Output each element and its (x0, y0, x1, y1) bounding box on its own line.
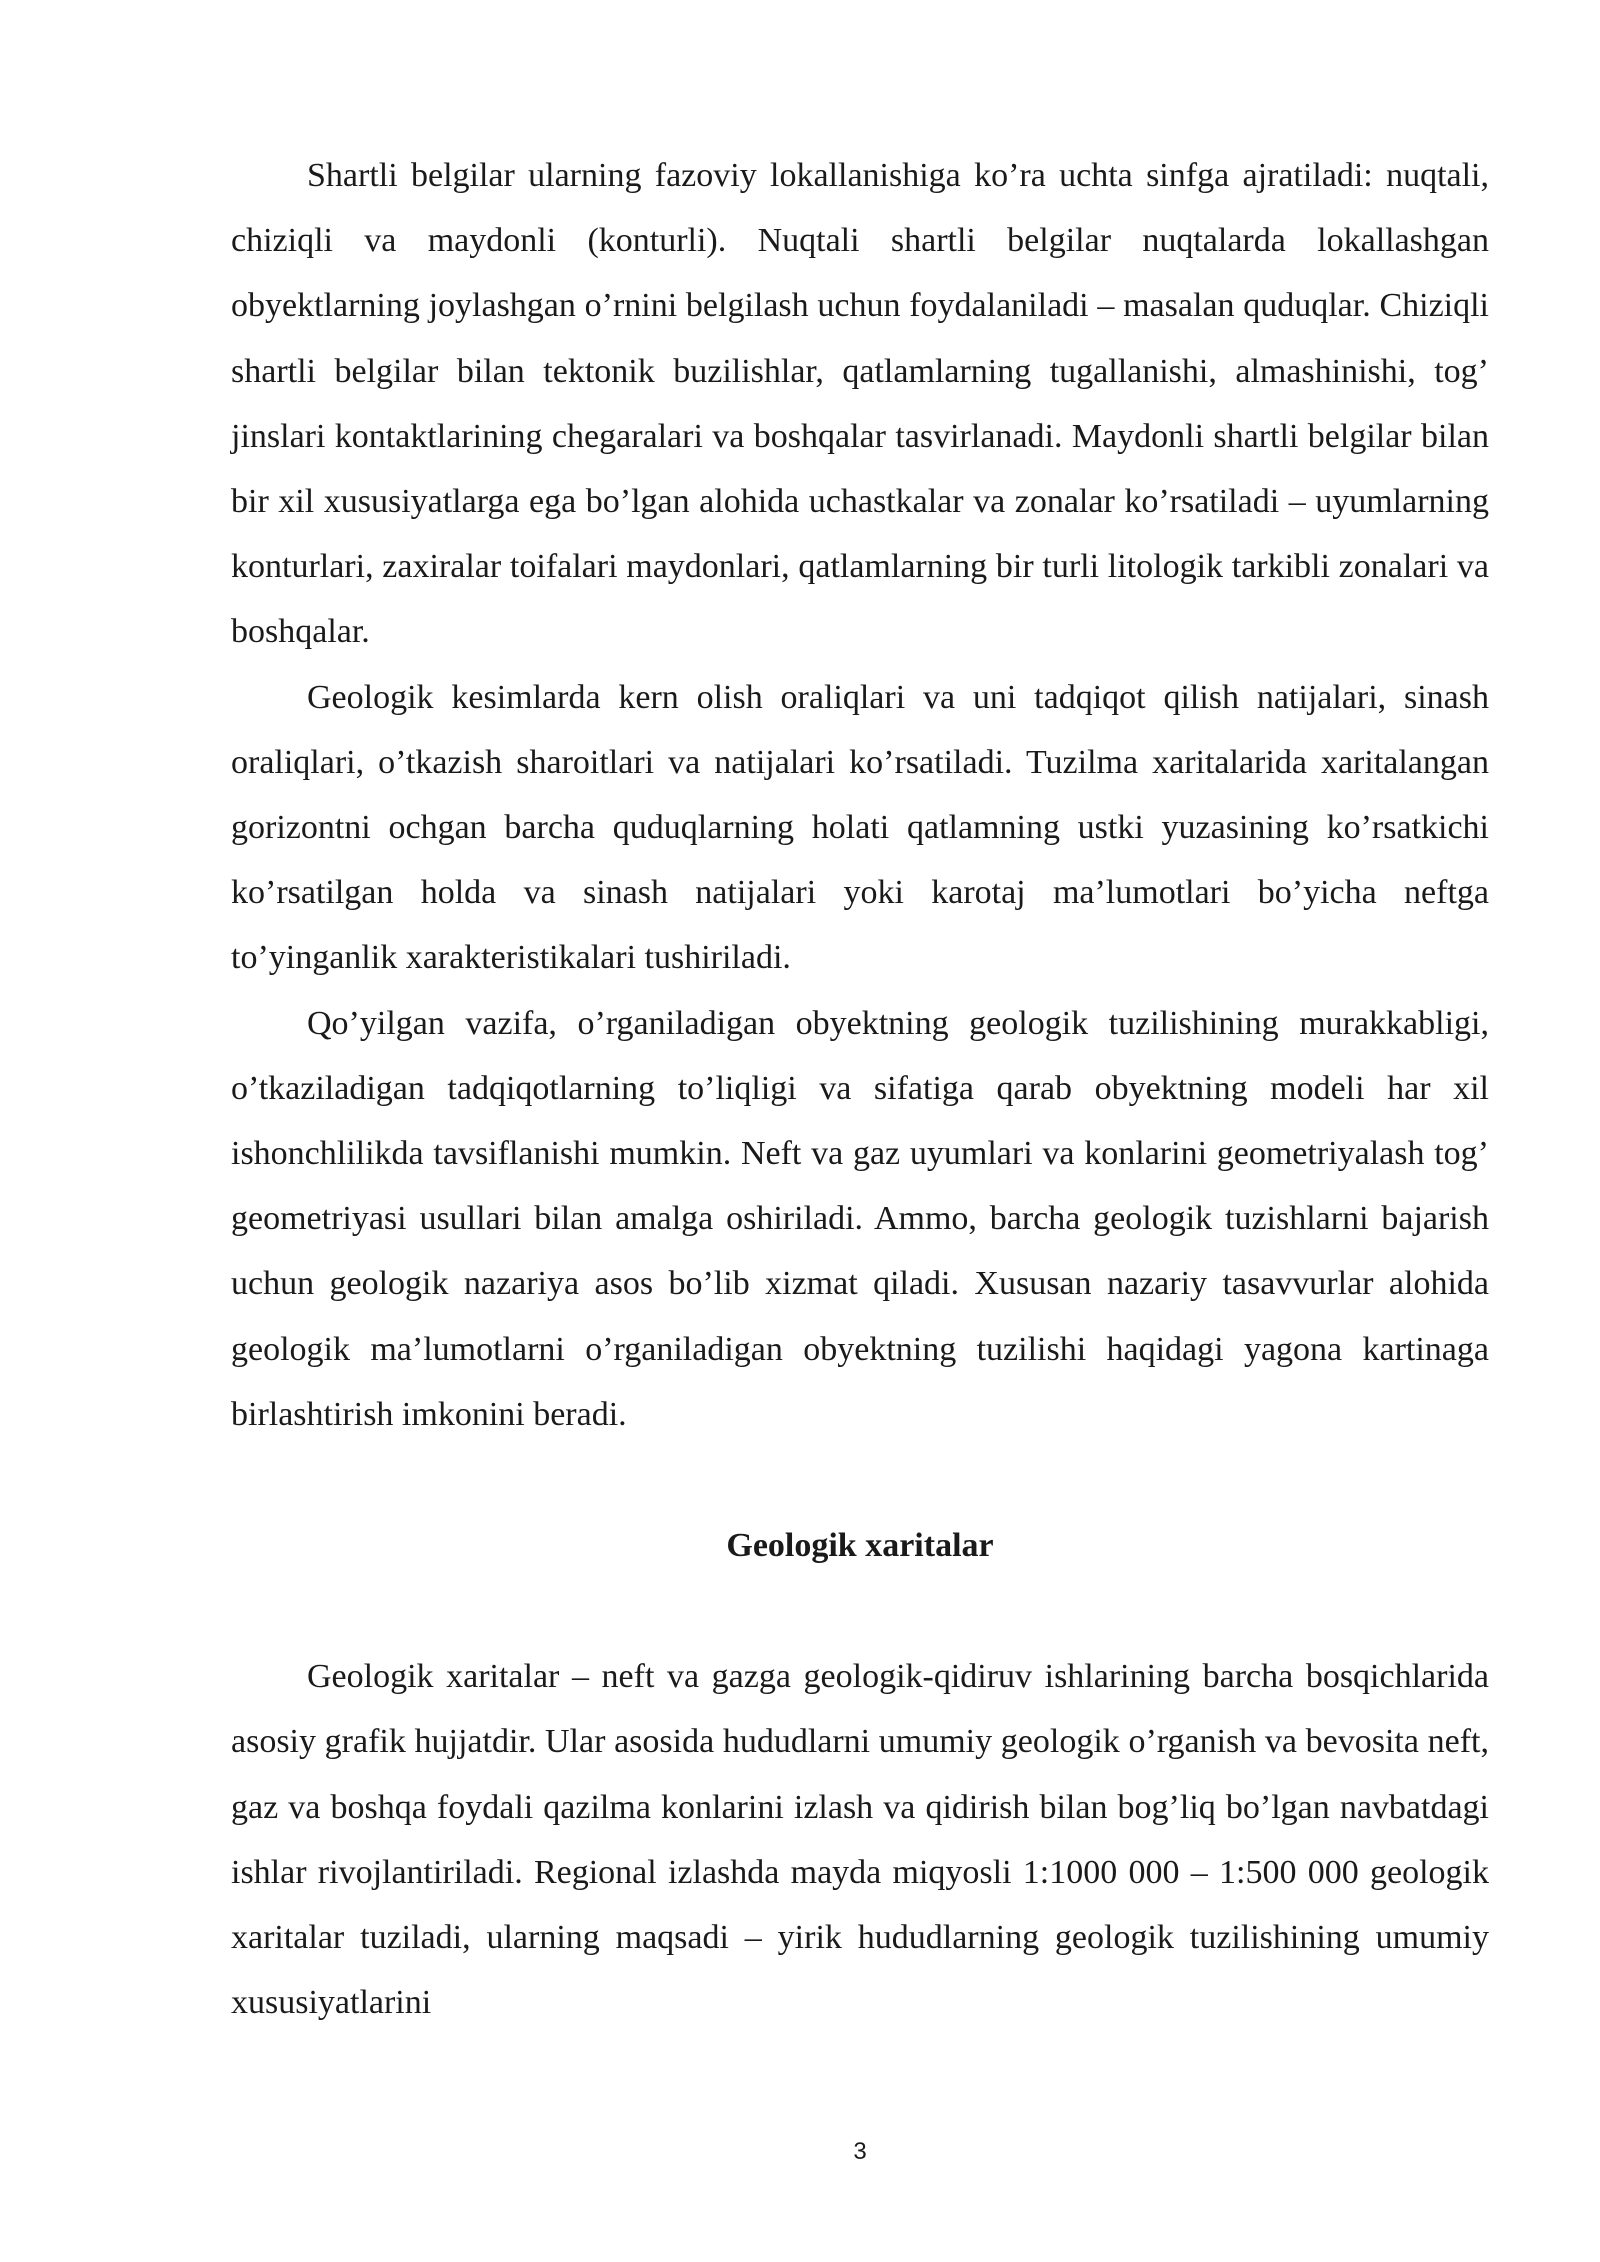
page-number: 3 (853, 2138, 867, 2165)
paragraph-geologic-sections: Geologik kesimlarda kern olish oraliqlari va uni tadqiqot qilish natijalari, sinash oraliqlari, o’tkazish sharoitlari va natijalari ko’rsatiladi. Tuzilma xaritalarida xaritalangan gorizontni ochgan barcha quduqlarning holati qatlamning ustki yuzasining ko’rsatkichi ko’rsatilgan holda va sinash natijalari yoki karotaj ma’lumotlari bo’yicha neftga to’yinganlik xarakteristikalari tushiriladi. (231, 678, 1489, 977)
spacer (231, 1578, 1489, 1644)
paragraph-symbols-classes: Shartli belgilar ularning fazoviy lokallanishiga ko’ra uchta sinfga ajratiladi: nuqtali, chiziqli va maydonli (konturli). Nuqtali shartli belgilar nuqtalarda lokallashgan obyektlarning joylashgan o’rnini belgilash uchun foydalaniladi – masalan quduqlar. Chiziqli shartli belgilar bilan tektonik buzilishlar, qatlamlarning tugallanishi, almashinishi, tog’ jinslari kontaktlarining chegaralari va boshqalar tasvirlanadi. Maydonli shartli belgilar bilan bir xil xususiyatlarga ega bo’lgan alohida uchastkalar va zonalar ko’rsatiladi – uyumlarning konturlari, zaxiralar toifalari maydonlari, qatlamlarning bir turli litologik tarkibli zonalari va boshqalar. (231, 157, 1489, 651)
paragraph-object-model: Qo’yilgan vazifa, o’rganiladigan obyektning geologik tuzilishining murakkabligi, o’tkaziladigan tadqiqotlarning to’liqligi va sifatiga qarab obyektning modeli har xil ishonchlilikda tavsiflanishi mumkin. Neft va gaz uyumlari va konlarini geometriyalash tog’ geometriyasi usullari bilan amalga oshiriladi. Ammo, barcha geologik tuzishlarni bajarish uchun geologik nazariya asos bo’lib xizmat qiladi. Xususan nazariy tasavvurlar alohida geologik ma’lumotlarni o’rganiladigan obyektning tuzilishi haqidagi yagona kartinaga birlashtirish imkonini beradi. (231, 1004, 1489, 1433)
paragraph-geologic-maps: Geologik xaritalar – neft va gazga geologik-qidiruv ishlarining barcha bosqichlarida asosiy grafik hujjatdir. Ular asosida hududlarni umumiy geologik o’rganish va bevosita neft, gaz va boshqa foydali qazilma konlarini izlash va qidirish bilan bog’liq bo’lgan navbatdagi ishlar rivojlantiriladi. Regional izlashda mayda miqyosli 1:1000 000 – 1:500 000 geologik xaritalar tuziladi, ularning maqsadi – yirik hududlarning geologik tuzilishining umumiy xususiyatlarini (231, 1658, 1489, 2022)
spacer (231, 1447, 1489, 1513)
section-heading: Geologik xaritalar (726, 1527, 994, 1565)
page-body (231, 143, 1489, 2035)
